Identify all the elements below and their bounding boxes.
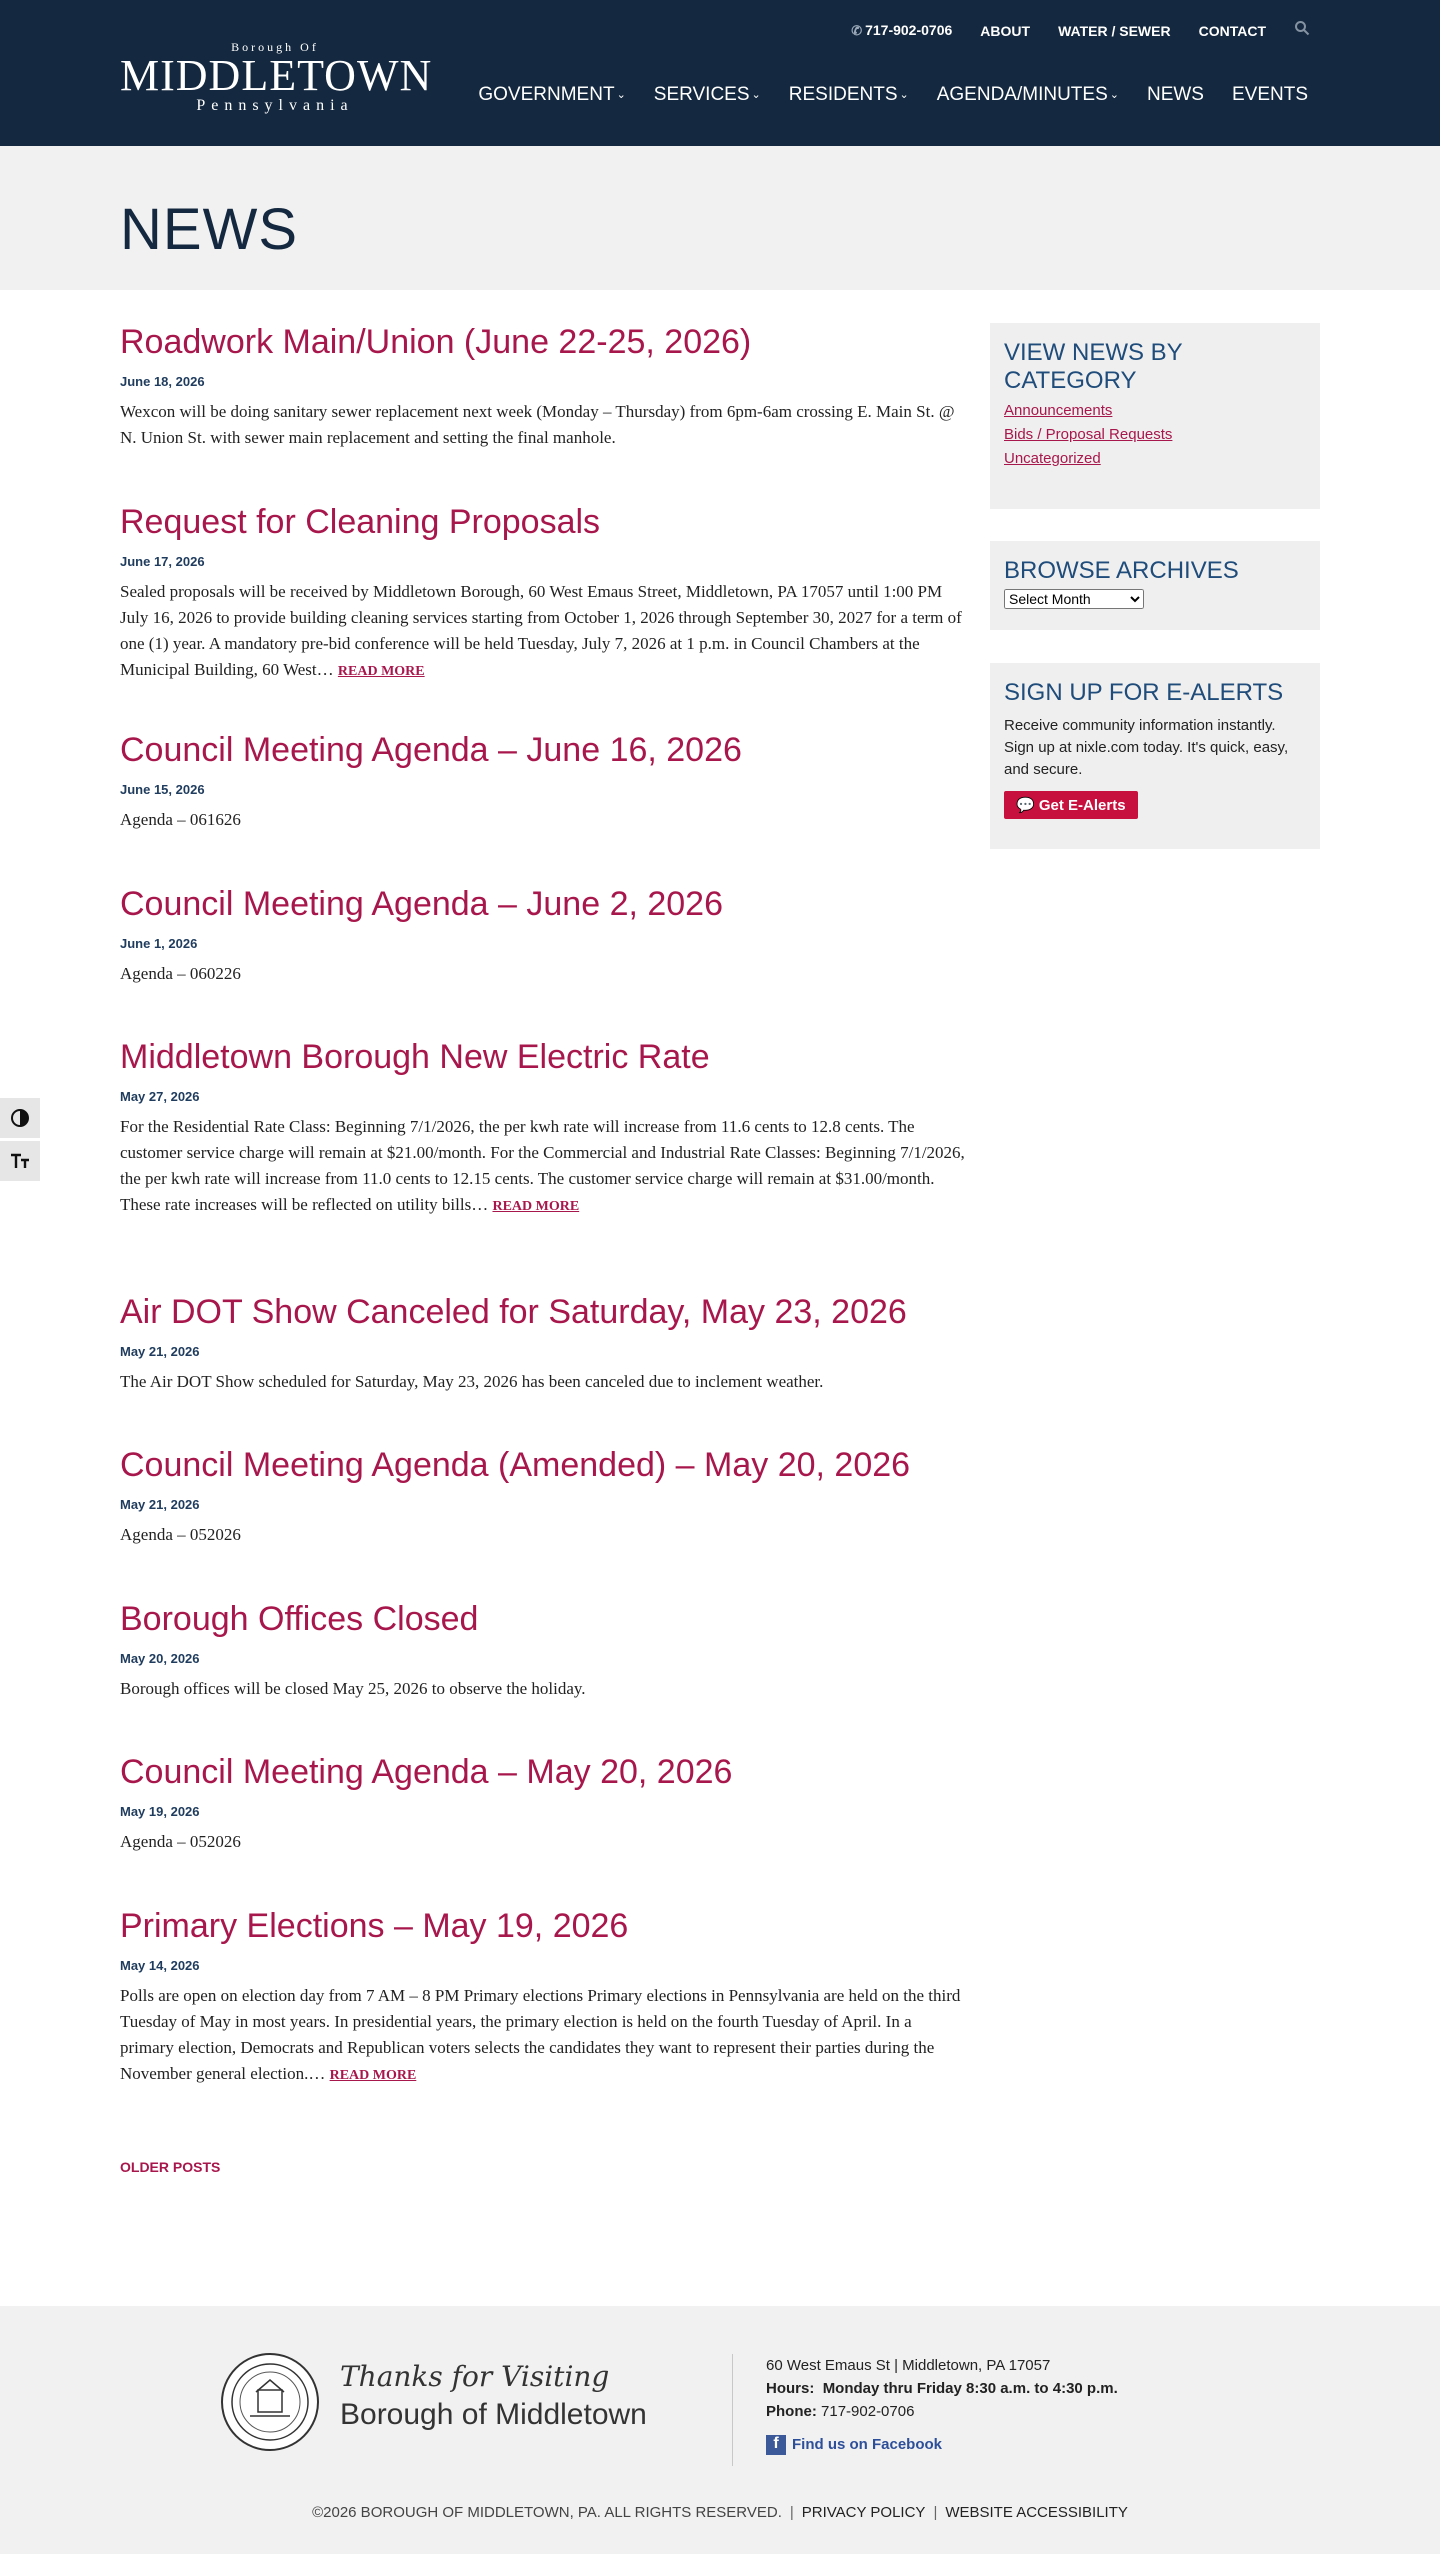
news-post [120,730,966,833]
footer-address: 60 West Emaus St | Middletown, PA 17057 [766,2357,1051,2374]
post-date: June 15, 2026 [120,782,205,797]
older-posts-link[interactable]: OLDER POSTS [120,2159,221,2175]
footer-phone-label: Phone: [766,2403,817,2420]
chevron-down-icon: ⌄ [899,89,909,101]
text-size-toggle[interactable] [0,1141,40,1181]
post-title[interactable]: Roadwork Main/Union (June 22-25, 2026) [120,323,752,361]
facebook-link-label: Find us on Facebook [792,2436,943,2453]
post-excerpt [120,1829,966,1855]
post-title[interactable]: Council Meeting Agenda (Amended) – May 20, 2026 [120,1446,911,1484]
text-size-icon [10,1151,30,1171]
news-post [120,1037,966,1220]
utility-water-link[interactable]: WATER / SEWER [1058,22,1171,39]
news-post [120,1292,966,1395]
post-title[interactable]: Borough Offices Closed [120,1600,479,1638]
site-footer [0,2306,1440,2554]
nav-agenda-label: AGENDA/MINUTES [936,84,1108,105]
ealerts-widget [990,663,1320,849]
footer-thanks: Thanks for Visiting [340,2360,610,2393]
footer-hours-label: Hours: [766,2380,815,2397]
nav-residents-label: RESIDENTS [788,84,898,105]
ealerts-widget-title: SIGN UP FOR E-ALERTS [1004,679,1284,706]
news-post [120,322,966,451]
news-post [120,502,966,685]
nav-agenda-minutes[interactable] [937,84,1119,106]
ealerts-text: Receive community information instantly. Sign up at nixle.com today. It's quick, easy, and secure. [1004,717,1289,778]
logo-line-2: MIDDLETOWN [120,51,433,100]
nav-services-label: SERVICES [653,84,750,105]
footer-hours [766,2377,1118,2400]
post-excerpt [120,399,966,451]
facebook-icon: f [766,2435,786,2455]
post-title[interactable]: Request for Cleaning Proposals [120,503,601,541]
page-title-band [0,146,1440,290]
category-widget-title: VIEW NEWS BY CATEGORY [1004,339,1183,394]
post-excerpt-text: Polls are open on election day from 7 AM – 8 PM Primary elections Primary elections in Pennsylvania are held on the third Tuesday of May in most years. In presidential years, the primary election is held on the fourth Tuesday of April. In a primary election, Democrats and Republican voters selects the candidates they want to represent their parties during the November general election.… [120,1986,961,2083]
post-date: May 21, 2026 [120,1497,200,1512]
category-link-bids[interactable]: Bids / Proposal Requests [1004,426,1173,443]
post-title[interactable]: Air DOT Show Canceled for Saturday, May 23, 2026 [120,1293,907,1331]
contrast-icon [10,1108,30,1128]
read-more-link[interactable]: READ MORE [492,1199,580,1214]
news-post [120,1599,966,1702]
post-excerpt [120,961,966,987]
post-excerpt-text: Agenda – 061626 [120,810,241,829]
news-post [120,884,966,987]
post-title[interactable]: Council Meeting Agenda – May 20, 2026 [120,1753,733,1791]
footer-phone [766,2400,1118,2423]
utility-nav [851,20,1310,41]
phone-icon: ✆ [851,23,863,38]
wave-divider [0,280,1440,294]
post-excerpt [120,579,966,685]
post-date: June 1, 2026 [120,936,198,951]
post-date: May 20, 2026 [120,1651,200,1666]
utility-phone-text: 717-902-0706 [865,22,953,38]
post-title[interactable]: Council Meeting Agenda – June 2, 2026 [120,885,724,923]
post-excerpt [120,1983,966,2089]
footer-contact [766,2354,1118,2456]
category-widget [990,323,1320,509]
copyright-text: ©2026 BOROUGH OF MIDDLETOWN, PA. ALL RIGHTS RESERVED. [312,2504,782,2521]
category-link-uncategorized[interactable]: Uncategorized [1004,450,1101,467]
post-date: June 18, 2026 [120,374,205,389]
footer-phone-value: 717-902-0706 [821,2403,915,2420]
post-excerpt [120,807,966,833]
chevron-down-icon: ⌄ [1109,89,1119,101]
nav-services[interactable] [654,84,761,106]
post-title[interactable]: Council Meeting Agenda – June 16, 2026 [120,731,742,769]
post-excerpt-text: The Air DOT Show scheduled for Saturday, May 23, 2026 has been canceled due to inclement weather. [120,1372,824,1391]
nav-events[interactable]: EVENTS [1231,84,1308,105]
logo-line-3: Pennsylvania [196,97,354,114]
post-date: June 17, 2026 [120,554,205,569]
news-post [120,1906,966,2089]
post-excerpt-text: Sealed proposals will be received by Middletown Borough, 60 West Emaus Street, Middletown, PA 17057 until 1:00 PM July 16, 2026 to provide building cleaning services starting from October 1, 2026 through September 30, 2027 for a term of one (1) year. A mandatory pre-bid conference will be held Tuesday, July 7, 2026 at 1 p.m. in Council Chambers at the Municipal Building, 60 West… [120,582,962,679]
post-excerpt-text: Agenda – 052026 [120,1525,241,1544]
search-icon[interactable] [1294,20,1310,41]
post-date: May 21, 2026 [120,1344,200,1359]
post-excerpt [120,1369,966,1395]
borough-seal-icon [220,2352,320,2452]
post-excerpt [120,1676,966,1702]
chevron-down-icon: ⌄ [616,89,626,101]
logo-line-1: Borough Of [231,40,319,54]
utility-contact-link[interactable]: CONTACT [1198,22,1266,39]
news-post [120,1445,966,1548]
archives-widget-title: BROWSE ARCHIVES [1004,557,1239,584]
utility-about-link[interactable]: ABOUT [980,22,1031,39]
footer-copyright-row [0,2504,1440,2521]
main-nav [478,84,1308,106]
post-excerpt-text: Borough offices will be closed May 25, 2026 to observe the holiday. [120,1679,586,1698]
post-excerpt [120,1522,966,1548]
get-ealerts-button[interactable] [1004,791,1138,819]
comment-icon: 💬 [1016,797,1039,814]
post-excerpt-text: Wexcon will be doing sanitary sewer replacement next week (Monday – Thursday) from 6pm-6am crossing E. Main St. @ N. Union St. with sewer main replacement and setting the final manhole. [120,402,955,447]
page-title: NEWS [120,197,298,262]
post-excerpt [120,1114,966,1220]
website-accessibility-link[interactable]: WEBSITE ACCESSIBILITY [945,2504,1128,2521]
archive-month-select[interactable] [1004,589,1144,609]
nav-news[interactable]: NEWS [1146,84,1204,105]
site-logo[interactable] [120,40,433,115]
facebook-link[interactable] [766,2433,1118,2456]
footer-borough-name: Borough of Middletown [340,2398,647,2431]
post-date: May 19, 2026 [120,1804,200,1819]
post-excerpt-text: Agenda – 052026 [120,1832,241,1851]
privacy-policy-link[interactable]: PRIVACY POLICY [801,2504,926,2521]
contrast-toggle[interactable] [0,1098,40,1138]
utility-phone-link[interactable] [851,22,952,39]
separator: | [933,2504,938,2521]
post-excerpt-text: Agenda – 060226 [120,964,241,983]
read-more-link[interactable]: READ MORE [329,2068,417,2083]
post-date: May 14, 2026 [120,1958,200,1973]
get-ealerts-label: Get E-Alerts [1038,797,1126,814]
separator: | [789,2504,794,2521]
news-post [120,1752,966,1855]
chevron-down-icon: ⌄ [751,89,761,101]
archives-widget [990,541,1320,630]
nav-government-label: GOVERNMENT [478,84,615,105]
nav-government[interactable] [478,84,625,106]
read-more-link[interactable]: READ MORE [337,664,425,679]
nav-residents[interactable] [789,84,909,106]
post-date: May 27, 2026 [120,1089,200,1104]
post-title[interactable]: Primary Elections – May 19, 2026 [120,1907,629,1945]
footer-hours-value: Monday thru Friday 8:30 a.m. to 4:30 p.m. [822,2380,1118,2397]
site-header [0,0,1440,146]
footer-divider [732,2354,733,2466]
post-excerpt-text: For the Residential Rate Class: Beginning 7/1/2026, the per kwh rate will increase from 11.6 cents to 12.8 cents. The customer service charge will remain at $21.00/month. For the Commercial and Industrial Rate Classes: Beginning 7/1/2026, the per kwh rate will increase from 11.0 cents to 12.15 cents. The customer service charge will remain at $31.00/month. These rate increases will be reflected on utility bills… [120,1117,965,1214]
category-link-announcements[interactable]: Announcements [1004,402,1113,419]
post-title[interactable]: Middletown Borough New Electric Rate [120,1038,710,1076]
